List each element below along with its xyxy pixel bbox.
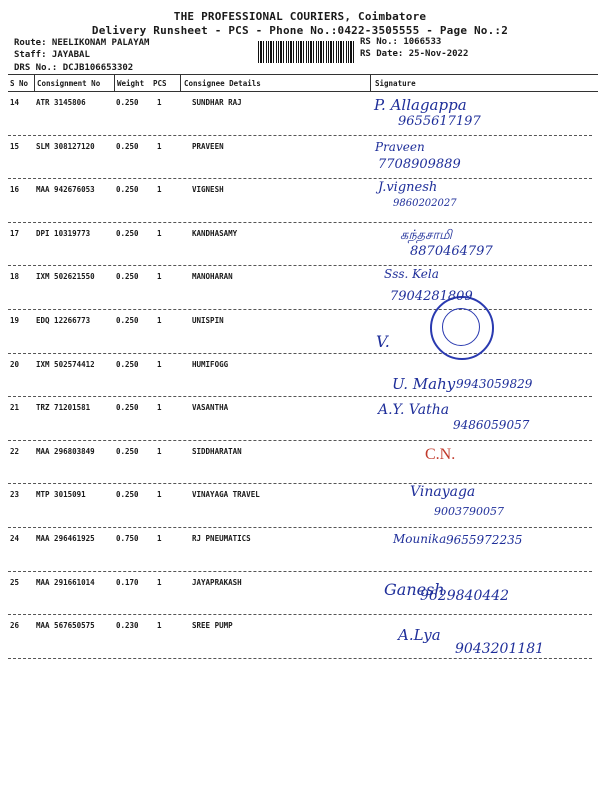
consignee-name: MANOHARAN xyxy=(192,272,233,282)
company-title: THE PROFESSIONAL COURIERS, Coimbatore xyxy=(173,10,427,23)
serial-number: 18 xyxy=(10,272,20,282)
rs-number: RS No.: 1066533 xyxy=(360,37,442,47)
weight-value: 0.750 xyxy=(116,534,139,543)
consignment-number: TRZ 71201581 xyxy=(36,403,91,413)
handwritten-signature: A.Lya xyxy=(398,626,441,644)
consignee-name: PRAVEEN xyxy=(192,141,224,151)
consignment-number: MAA 296803849 xyxy=(36,446,95,456)
handwritten-signature: கந்தசாமி xyxy=(400,228,452,243)
serial-number: 14 xyxy=(10,98,20,107)
handwritten-signature: Sss. Kela xyxy=(384,267,439,281)
table-row xyxy=(0,572,600,616)
weight-value: 0.250 xyxy=(116,446,139,456)
column-divider xyxy=(180,75,181,91)
table-row xyxy=(0,92,600,136)
consignee-name: SIDDHARATAN xyxy=(192,446,242,456)
barcode-image xyxy=(258,41,355,63)
serial-number: 15 xyxy=(10,141,20,151)
pieces-count: 1 xyxy=(157,141,162,151)
table-row xyxy=(0,484,600,528)
weight-value: 0.230 xyxy=(116,621,139,631)
consignee-name: UNISPIN xyxy=(192,316,224,325)
handwritten-phone-number: 7708909889 xyxy=(378,157,461,172)
consignment-number: SLM 308127120 xyxy=(36,141,95,151)
table-row xyxy=(0,223,600,267)
consignment-number: IXM 502574412 xyxy=(36,359,95,369)
weight-value: 0.170 xyxy=(116,577,139,587)
handwritten-phone-number: 9655617197 xyxy=(398,114,481,129)
runsheet-subtitle: Delivery Runsheet - PCS - Phone No.:0422-3505555 - Page No.:2 xyxy=(91,24,509,37)
weight-value: 0.250 xyxy=(116,228,139,238)
drs-label: DRS No.: DCJB106653302 xyxy=(14,63,134,73)
consignee-name: HUMIFOGG xyxy=(192,359,229,369)
col-header-sno: S No xyxy=(10,79,29,88)
consignee-name: RJ PNEUMATICS xyxy=(192,534,251,543)
pieces-count: 1 xyxy=(157,316,162,325)
consignee-name: SUNDHAR RAJ xyxy=(192,98,242,107)
consignee-name: VIGNESH xyxy=(192,185,224,195)
pieces-count: 1 xyxy=(157,98,162,107)
table-row xyxy=(0,179,600,223)
weight-value: 0.250 xyxy=(116,98,139,107)
company-seal-inner-ring xyxy=(442,308,480,346)
pieces-count: 1 xyxy=(157,446,162,456)
row-separator xyxy=(8,658,592,659)
table-row xyxy=(0,310,600,354)
consignment-number: IXM 502621550 xyxy=(36,272,95,282)
consignment-number: MAA 567650575 xyxy=(36,621,95,631)
weight-value: 0.250 xyxy=(116,403,139,413)
col-header-consignment: Consignment No xyxy=(37,79,101,88)
consignee-name: KANDHASAMY xyxy=(192,228,238,238)
table-row xyxy=(0,441,600,485)
handwritten-signature: A.Y. Vatha xyxy=(378,402,450,418)
serial-number: 23 xyxy=(10,490,20,500)
col-header-consignee: Consignee Details xyxy=(184,79,261,88)
route-label: Route: NEELIKONAM PALAYAM xyxy=(14,38,150,48)
staff-label: Staff: JAYABAL xyxy=(14,50,90,60)
weight-value: 0.250 xyxy=(116,359,139,369)
handwritten-phone-number: 9629840442 xyxy=(420,588,510,604)
handwritten-signature: Mounika xyxy=(393,532,447,546)
handwritten-signature: U. Mahy xyxy=(392,375,456,393)
consignee-name: SREE PUMP xyxy=(192,621,233,631)
consignment-number: MTP 3015091 xyxy=(36,490,86,500)
column-divider xyxy=(370,75,371,91)
serial-number: 24 xyxy=(10,534,20,543)
pieces-count: 1 xyxy=(157,577,162,587)
table-row xyxy=(0,266,600,310)
consignment-number: MAA 942676053 xyxy=(36,185,95,195)
handwritten-phone-number: 9943059829 xyxy=(456,377,533,391)
pieces-count: 1 xyxy=(157,534,162,543)
handwritten-signature: V. xyxy=(376,332,390,351)
handwritten-phone-number: 8870464797 xyxy=(410,244,493,259)
handwritten-phone-number: 7904281809 xyxy=(390,289,473,304)
pieces-count: 1 xyxy=(157,490,162,500)
handwritten-phone-number: 9003790057 xyxy=(434,505,504,518)
serial-number: 16 xyxy=(10,185,20,195)
pieces-count: 1 xyxy=(157,272,162,282)
column-divider xyxy=(34,75,35,91)
consignment-number: EDQ 12266773 xyxy=(36,316,91,325)
pieces-count: 1 xyxy=(157,403,162,413)
serial-number: 22 xyxy=(10,446,20,456)
handwritten-signature: J.vignesh xyxy=(378,180,438,195)
consignment-number: MAA 291661014 xyxy=(36,577,95,587)
consignee-name: VINAYAGA TRAVEL xyxy=(192,490,260,500)
consignee-name: JAYAPRAKASH xyxy=(192,577,242,587)
weight-value: 0.250 xyxy=(116,490,139,500)
weight-value: 0.250 xyxy=(116,272,139,282)
col-header-pcs: PCS xyxy=(153,79,167,88)
consignment-number: DPI 10319773 xyxy=(36,228,91,238)
handwritten-signature: Praveen xyxy=(375,140,425,154)
pieces-count: 1 xyxy=(157,359,162,369)
rs-date: RS Date: 25-Nov-2022 xyxy=(360,49,469,59)
handwritten-signature: C.N. xyxy=(425,446,456,463)
serial-number: 17 xyxy=(10,228,20,238)
serial-number: 19 xyxy=(10,316,20,325)
weight-value: 0.250 xyxy=(116,185,139,195)
pieces-count: 1 xyxy=(157,621,162,631)
weight-value: 0.250 xyxy=(116,141,139,151)
handwritten-phone-number: 9860202027 xyxy=(393,198,457,209)
col-header-weight: Weight xyxy=(117,79,145,88)
company-seal-stamp xyxy=(430,296,494,360)
consignee-name: VASANTHA xyxy=(192,403,229,413)
serial-number: 20 xyxy=(10,359,20,369)
consignment-number: MAA 296461925 xyxy=(36,534,95,543)
col-header-signature: Signature xyxy=(375,79,416,88)
weight-value: 0.250 xyxy=(116,316,139,325)
handwritten-signature: Vinayaga xyxy=(410,484,476,500)
handwritten-phone-number: 9486059057 xyxy=(453,418,530,432)
serial-number: 25 xyxy=(10,577,20,587)
handwritten-signature: Ganesh xyxy=(384,580,445,599)
serial-number: 26 xyxy=(10,621,20,631)
serial-number: 21 xyxy=(10,403,20,413)
table-row xyxy=(0,136,600,180)
pieces-count: 1 xyxy=(157,185,162,195)
consignment-number: ATR 3145806 xyxy=(36,98,86,107)
handwritten-phone-number: 9655972235 xyxy=(446,533,523,547)
pieces-count: 1 xyxy=(157,228,162,238)
handwritten-phone-number: 9043201181 xyxy=(455,641,545,657)
column-divider xyxy=(114,75,115,91)
header-top-rule xyxy=(8,74,598,75)
handwritten-signature: P. Allagappa xyxy=(374,96,467,114)
